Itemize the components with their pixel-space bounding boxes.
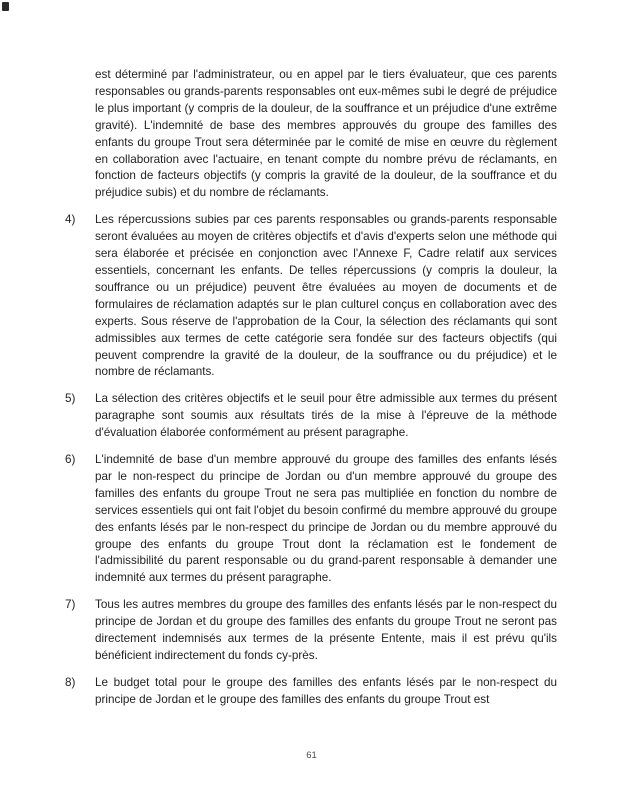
list-item-number: 4) xyxy=(65,213,76,227)
paragraph-continuation: est déterminé par l'administrateur, ou en appel par le tiers évaluateur, que ces parents responsables ou grands-parents responsables ont eux-mêmes subi le degré de préjudice le plus important (y compris de la douleur, de la souffrance et un préjudice d'une extrême gravité). L'indemnité de base des membres approuvés du groupe des familles des enfants du groupe Trout sera déterminée par le comité de mise en œuvre du règlement en collaboration avec l'actuaire, en tenant compte du nombre prévu de réclamants, en fonction de facteurs objectifs (y compris la gravité de la douleur, de la souffrance et du préjudice subis) et du nombre de réclamants. xyxy=(95,68,557,200)
list-item-6 xyxy=(65,452,557,587)
list-item-text: L'indemnité de base d'un membre approuvé du groupe des familles des enfants lésés par le non-respect du principe de Jordan ou d'un membre approuvé du groupe des familles des enfants du groupe Trout ne sera pas multipliée en fonction du nombre de services essentiels qui ont fait l'objet du besoin confirmé du membre approuvé du groupe des enfants lésés par le non-respect du principe de Jordan ou du membre approuvé du groupe des enfants du groupe Trout dont la réclamation est le fondement de l'admissibilité du parent responsable ou du grand-parent responsable à demander une indemnité aux termes du présent paragraphe. xyxy=(95,453,557,585)
list-item-text: Les répercussions subies par ces parents responsables ou grands-parents responsable seront évaluées au moyen de critères objectifs et d'avis d'experts selon une méthode qui sera élaborée et précisée en conjonction avec l'Annexe F, Cadre relatif aux services essentiels, concernant les enfants. De telles répercussions (y compris la douleur, la souffrance ou un préjudice) peuvent être évaluées au moyen de documents et de formulaires de réclamation adaptés sur le plan culturel conçus en collaboration avec des experts. Sous réserve de l'approbation de la Cour, la sélection des réclamants qui sont admissibles aux termes de cette catégorie sera fondée sur des facteurs objectifs (qui peuvent comprendre la gravité de la douleur, de la souffrance ou du préjudice) et le nombre de réclamants. xyxy=(95,213,557,379)
document-body xyxy=(65,67,557,719)
list-item-7 xyxy=(65,597,557,665)
list-item-5 xyxy=(65,391,557,442)
list-item-text: La sélection des critères objectifs et le seuil pour être admissible aux termes du présent paragraphe sont soumis aux résultats tirés de la mise à l'épreuve de la méthode d'évaluation élaborée conformément au présent paragraphe. xyxy=(95,392,557,440)
list-item-8 xyxy=(65,675,557,709)
list-item-text: Tous les autres membres du groupe des familles des enfants lésés par le non-respect du principe de Jordan et du groupe des familles des enfants du groupe Trout ne seront pas directement indemnisés aux termes de la présente Entente, mais il est prévu qu'ils bénéficient indirectement du fonds cy-près. xyxy=(95,598,557,662)
list-item-number: 5) xyxy=(65,392,76,406)
scan-artifact-mark xyxy=(2,2,9,11)
list-item-number: 6) xyxy=(65,453,76,467)
list-item-4 xyxy=(65,212,557,381)
list-item-number: 8) xyxy=(65,675,76,689)
list-item-text: Le budget total pour le groupe des familles des enfants lésés par le non-respect du principe de Jordan et le groupe des familles des enfants du groupe Trout est xyxy=(95,675,557,706)
list-item-number: 7) xyxy=(65,598,76,612)
page-number: 61 xyxy=(306,750,317,761)
